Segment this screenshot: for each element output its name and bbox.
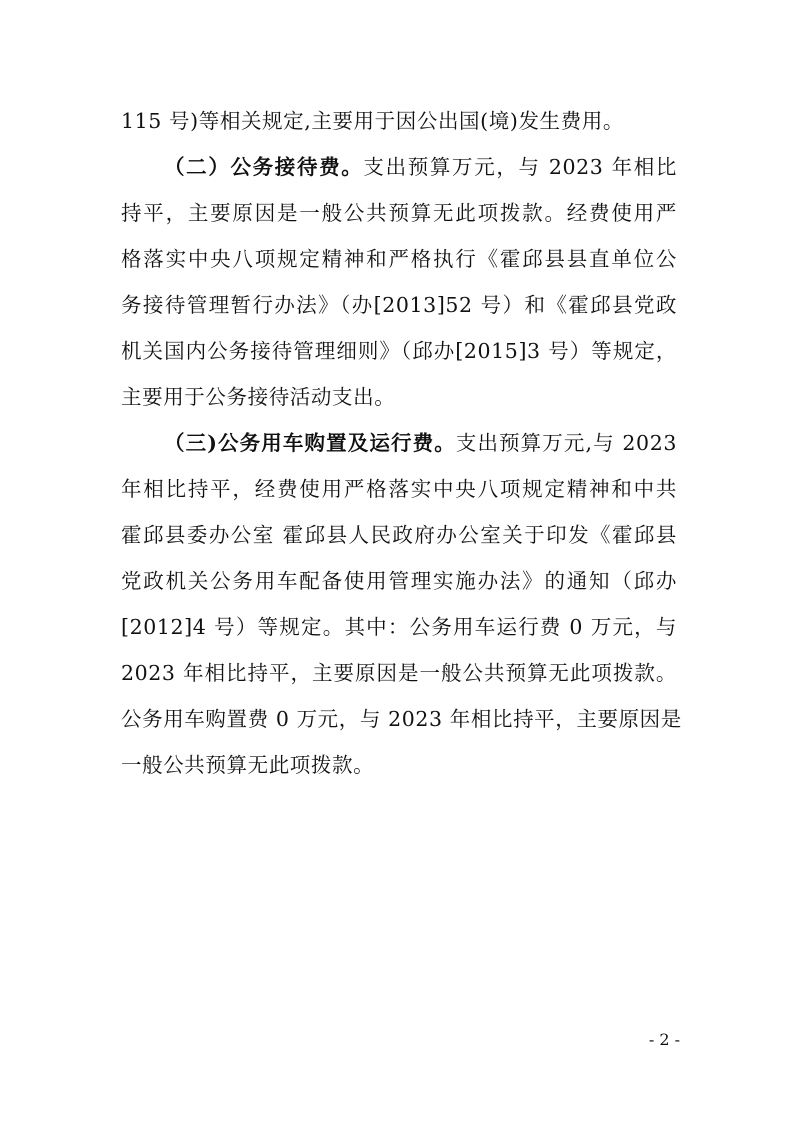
line-text: 机关国内公务接待管理细则》（邱办[2015]3 号）等规定， <box>121 339 677 363</box>
text-line-6 <box>121 328 677 374</box>
text-line-3 <box>121 190 677 236</box>
line-text: 公务用车购置费 0 万元，与 2023 年相比持平，主要原因是 <box>121 707 682 731</box>
text-line-15 <box>121 742 677 788</box>
text-line-7 <box>121 374 677 420</box>
text-line-13 <box>121 650 677 696</box>
page-number: - 2 - <box>648 1030 680 1049</box>
line-text: 务接待管理暂行办法》（办[2013]52 号）和《霍邱县党政 <box>121 293 677 317</box>
text-line-1 <box>121 98 677 144</box>
line-text: 115 号)等相关规定,主要用于因公出国(境)发生费用。 <box>121 109 624 133</box>
text-line-10 <box>121 512 677 558</box>
section-2-heading: （二）公务接待费。 <box>164 155 364 179</box>
line-text: 霍邱县委办公室 霍邱县人民政府办公室关于印发《霍邱县 <box>121 523 677 547</box>
line-text: 持平，主要原因是一般公共预算无此项拨款。经费使用严 <box>121 201 677 225</box>
section-2-heading-line <box>121 144 677 190</box>
line-text: 党政机关公务用车配备使用管理实施办法》的通知（邱办 <box>121 569 677 593</box>
line-text: [2012]4 号）等规定。其中：公务用车运行费 0 万元，与 <box>121 615 677 639</box>
text-line-9 <box>121 466 677 512</box>
section-3-heading: （三)公务用车购置及运行费。 <box>164 431 456 455</box>
text-line-4 <box>121 236 677 282</box>
line-text: 主要用于公务接待活动支出。 <box>121 385 396 409</box>
line-text: 支出预算万元,与 2023 <box>455 431 677 455</box>
line-text: 支出预算万元，与 2023 年相比 <box>363 155 678 179</box>
line-text: 2023 年相比持平，主要原因是一般公共预算无此项拨款。 <box>121 661 677 685</box>
text-line-14 <box>121 696 682 742</box>
line-text: 格落实中央八项规定精神和严格执行《霍邱县县直单位公 <box>121 247 677 271</box>
section-3-heading-line <box>121 420 677 466</box>
text-line-12 <box>121 604 677 650</box>
text-line-5 <box>121 282 677 328</box>
line-text: 一般公共预算无此项拨款。 <box>121 753 375 777</box>
document-body <box>121 98 682 788</box>
line-text: 年相比持平，经费使用严格落实中央八项规定精神和中共 <box>121 477 677 501</box>
text-line-11 <box>121 558 677 604</box>
